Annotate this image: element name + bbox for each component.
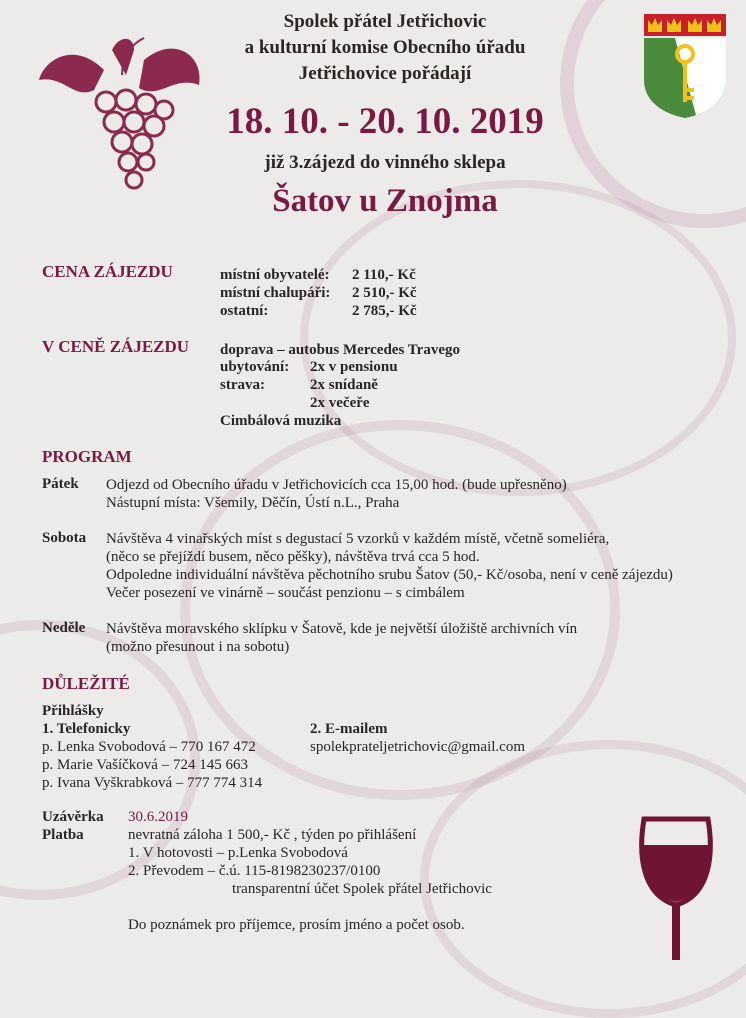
price-value: 2 110,- Kč [352, 267, 416, 283]
event-subtitle: již 3.zájezd do vinného sklepa [264, 152, 506, 173]
payment-account-note: transparentní účet Spolek přátel Jetřichovic [232, 881, 492, 897]
price-label: místní obyvatelé: [220, 267, 330, 283]
program-line: (něco se přejíždí busem, něco pěšky), návštěva trvá cca 5 hod. [106, 549, 480, 565]
included-food-value: 2x snídaně [310, 377, 378, 393]
price-heading: CENA ZÁJEZDU [42, 262, 173, 281]
price-value: 2 510,- Kč [352, 285, 417, 301]
organizer-line-3: Jetřichovice pořádají [298, 63, 472, 84]
price-label: ostatní: [220, 303, 269, 319]
included-lodging-value: 2x v pensionu [310, 359, 398, 375]
email-heading: 2. E-mailem [310, 721, 388, 737]
phone-heading: 1. Telefonicky [42, 721, 131, 737]
included-lodging-label: ubytování: [220, 359, 290, 375]
included-heading: V CENĚ ZÁJEZDU [42, 337, 190, 356]
payment-line: 2. Převodem – č.ú. 115-8198230237/0100 [128, 863, 381, 879]
deadline-label: Uzávěrka [42, 809, 104, 825]
wine-glass-icon [636, 815, 716, 960]
phone-contact: p. Lenka Svobodová – 770 167 472 [42, 739, 256, 755]
payment-label: Platba [42, 827, 84, 843]
important-heading: DŮLEŽITÉ [42, 674, 130, 693]
program-line: Odjezd od Obecního úřadu v Jetřichovicích cca 15,00 hod. (bude upřesněno) [106, 477, 567, 493]
program-day: Pátek [42, 476, 79, 492]
price-value: 2 785,- Kč [352, 303, 417, 319]
included-transport: doprava – autobus Mercedes Travego [220, 342, 460, 358]
payment-note: Do poznámek pro příjemce, prosím jméno a počet osob. [128, 917, 465, 933]
program-line: Návštěva 4 vinařských míst s degustací 5 vzorků v každém místě, včetně someliéra, [106, 531, 610, 547]
coat-of-arms-icon [640, 10, 730, 120]
program-line: Návštěva moravského sklípku v Šatově, kde je největší úložiště archivních vín [106, 621, 578, 637]
program-line: Odpoledne individuální návštěva pěchotního srubu Šatov (50,- Kč/osoba, není v ceně zájezdu) [106, 567, 673, 583]
registration-label: Přihlášky [42, 703, 104, 719]
included-food-value: 2x večeře [310, 395, 370, 411]
phone-contact: p. Marie Vašíčková – 724 145 663 [42, 757, 248, 773]
organizer-line-1: Spolek přátel Jetřichovic [283, 11, 487, 32]
organizer-line-2: a kulturní komise Obecního úřadu [244, 37, 526, 58]
email-address: spolekprateljetrichovic@gmail.com [310, 739, 525, 755]
phone-contact: p. Ivana Vyškrabková – 777 774 314 [42, 775, 263, 791]
grapes-icon [34, 30, 204, 200]
program-day: Sobota [42, 530, 87, 546]
payment-line: 1. V hotovosti – p.Lenka Svobodová [128, 845, 348, 861]
included-food-label: strava: [220, 377, 265, 393]
deadline-value: 30.6.2019 [128, 809, 188, 825]
program-line: (možno přesunout i na sobotu) [106, 639, 290, 655]
event-date: 18. 10. - 20. 10. 2019 [226, 101, 544, 142]
included-music: Cimbálová muzika [220, 413, 342, 429]
payment-line: nevratná záloha 1 500,- Kč , týden po přihlášení [128, 827, 417, 843]
program-heading: PROGRAM [42, 447, 132, 466]
price-label: místní chalupáři: [220, 285, 331, 301]
program-line: Večer posezení ve vinárně – součást penzionu – s cimbálem [106, 585, 465, 601]
program-line: Nástupní místa: Všemily, Děčín, Ústí n.L., Praha [106, 495, 400, 511]
program-day: Neděle [42, 620, 86, 636]
event-place: Šatov u Znojma [272, 183, 498, 219]
